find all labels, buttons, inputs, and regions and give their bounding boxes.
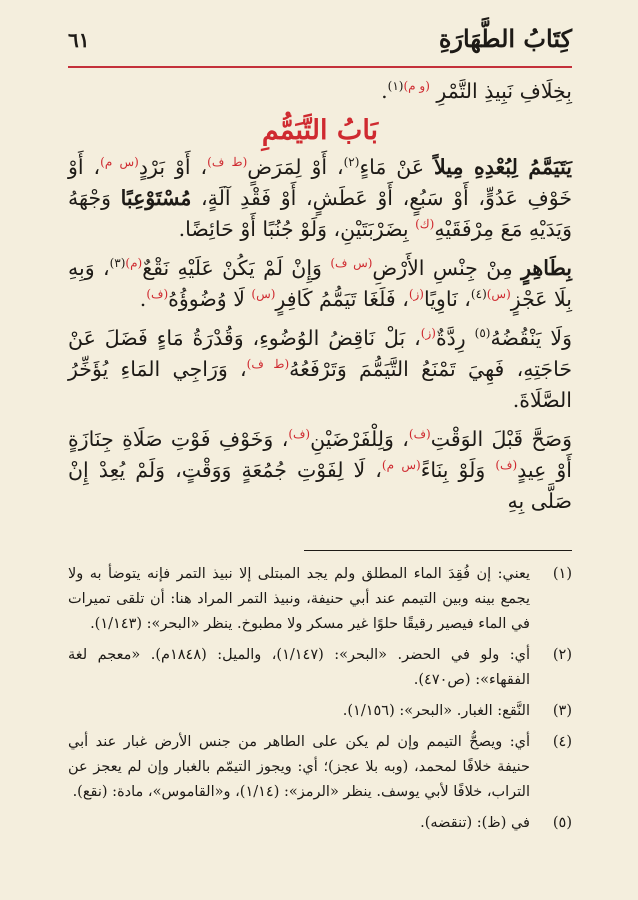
text-run: لَا وُضُوؤُهُ	[168, 287, 252, 311]
footnotes	[68, 562, 572, 842]
text-run: .	[139, 287, 147, 311]
footnote-text: يعني: إن فُقِدَ الماء المطلق ولم يجد المبتلى إلا نبيذ التمر فإنه يتوضأ به ولا يجمع بينه وبين التيمم عند أبي حنيفة، ونبيذ التمر المراد هنا: أن تلقى تميرات في الماء فيصير رقيقًا حلوًا غير مسكر ولا مطبوخ. ينظر «البحر»: (١/١٤٣).	[68, 566, 530, 632]
footnote	[68, 730, 572, 805]
text-run: وَلَوْ بِنَاءً	[420, 458, 496, 482]
intro-line	[68, 76, 572, 107]
main-text	[68, 76, 572, 525]
chapter-title: بَابُ التَّيَمُّمِ	[261, 115, 379, 146]
intro-footnote-ref: (١)	[387, 79, 404, 94]
footnote-number: (٢)	[552, 647, 572, 663]
source-mark: (ك)	[415, 217, 435, 232]
running-title: كِتَابُ الطَّهَارَةِ	[438, 24, 572, 53]
text-run: مِنْ جِنْسِ الأَرْضِ	[372, 256, 522, 280]
footnote-ref: (٣)	[109, 256, 126, 271]
footnote-text: في (ظ): (تنقضه).	[420, 815, 530, 831]
text-run: ، وَخَوْفِ فَوْتِ صَلَاةِ جِنَازَةٍ أَوْ عِيدٍ	[68, 427, 572, 482]
text-run: وَصَحَّ قَبْلَ الوَقْتِ	[430, 427, 572, 451]
paragraph-4	[68, 424, 572, 517]
text-run: ، وَرَاجِي المَاءِ يُؤَخِّرُ الصَّلَاةَ.	[68, 357, 572, 412]
footnote-text: أي: ويصحُّ التيمم وإن لم يكن على الطاهر من جنس الأرض غبار عند أبي حنيفة خلافًا لمحمد، (وبه بلا عجز)؛ أي: ويجوز التيمّم بالغبار وإن لم يعجز عن التراب، خلافًا لأبي يوسف. ينظر «الرمز»: (١/١٤)، و«القاموس»، مادة: (نقع).	[68, 734, 530, 800]
bold-text: مُسْتَوْعِبًا	[120, 186, 192, 210]
source-mark: (ز)	[420, 326, 436, 341]
text-run: وَجْهَهُ وَيَدَيْهِ مَعَ مِرْفَقَيْهِ	[68, 186, 572, 241]
text-run: ، نَاوِيًا	[423, 287, 471, 311]
source-mark: (م)	[125, 256, 143, 271]
page-number: ٦١	[68, 28, 90, 52]
source-mark: (س ف)	[330, 256, 373, 271]
source-mark: (ف)	[146, 287, 169, 302]
intro-end: .	[381, 79, 388, 103]
header-rule	[68, 66, 572, 68]
footnote	[68, 699, 572, 724]
text-run: ، أَوْ لِمَرَضٍ	[247, 155, 344, 179]
text-run: ، أَوْ بَرْدٍ	[138, 155, 208, 179]
intro-marks: (و م)	[403, 79, 430, 94]
source-mark: (ف)	[288, 427, 311, 442]
footnote-number: (١)	[552, 566, 572, 582]
source-mark: (ط ف)	[246, 357, 290, 372]
text-run: وَلَا يَنْقُضُهُ	[490, 326, 572, 350]
footnote-text: النَّقع: الغبار. «البحر»: (١/١٥٦).	[342, 703, 530, 719]
footnote-text: أي: ولو في الحضر. «البحر»: (١/١٤٧)، والميل: (١٨٤٨م). «معجم لغة الفقهاء»: (ص٤٧٠).	[68, 647, 530, 688]
footnote	[68, 562, 572, 637]
footnote-ref: (٤)	[470, 287, 487, 302]
footnote-number: (٥)	[552, 815, 572, 831]
footnote	[68, 811, 572, 836]
text-run: وَإِنْ لَمْ يَكُنْ عَلَيْهِ نَقْعٌ	[142, 256, 331, 280]
paragraph-3	[68, 323, 572, 416]
text-run: ، فَلَغَا تَيَمُّمُ كَافِرٍ	[275, 287, 409, 311]
source-mark: (س م)	[381, 458, 421, 473]
footnote-ref: (٢)	[343, 155, 360, 170]
text-run: ، وَبِهِ بِلَا عَجْزٍ	[68, 256, 572, 311]
source-mark: (ف)	[495, 458, 518, 473]
text-run: رِدَّةٌ	[435, 326, 475, 350]
text-run: ، وَلِلْفَرْضَيْنِ	[310, 427, 409, 451]
text-run: ، بَلْ نَاقِضُ الوُضُوءِ، وَقُدْرَةُ مَاءٍ فَضَلَ عَنْ حَاجَتِهِ، فَهِيَ تَمْنَعُ التَّيَمُّمَ وَتَرْفَعُهُ	[68, 326, 573, 381]
intro-text: بِخِلَافِ نَبِيذِ التَّمْرِ	[436, 79, 572, 103]
paragraph-1	[68, 152, 572, 245]
text-run: عَنْ مَاءٍ	[359, 155, 435, 179]
bold-text: يَتَيَمَّمُ لِبُعْدِهِ مِيلاً	[434, 155, 572, 179]
source-mark: (ف)	[408, 427, 431, 442]
source-mark: (س)	[486, 287, 511, 302]
source-mark: (س)	[251, 287, 276, 302]
text-run: ، لَا لِفَوْتِ جُمُعَةٍ وَوَقْتٍ، وَلَمْ يُعِدْ إِنْ صَلَّى بِهِ	[68, 458, 572, 513]
bold-text: بِطَاهِرٍ	[521, 256, 573, 280]
text-run: بِضَرْبَتَيْنِ، وَلَوْ جُنُبًا أَوْ حَائِضًا.	[178, 217, 416, 241]
footnote-number: (٤)	[552, 734, 572, 750]
footnote-rule	[304, 550, 572, 551]
source-mark: (ط ف)	[207, 155, 248, 170]
footnote-number: (٣)	[552, 703, 572, 719]
footnote	[68, 643, 572, 693]
source-mark: (س م)	[100, 155, 139, 170]
text-run: ، أَوْ خَوْفِ عَدُوٍّ، أَوْ سَبُعٍ، أَوْ عَطَشٍ، أَوْ فَقْدِ آلَةٍ،	[68, 155, 573, 210]
page-header	[68, 20, 572, 66]
paragraph-2	[68, 253, 572, 315]
footnote-ref: (٥)	[474, 326, 491, 341]
source-mark: (ز)	[408, 287, 424, 302]
